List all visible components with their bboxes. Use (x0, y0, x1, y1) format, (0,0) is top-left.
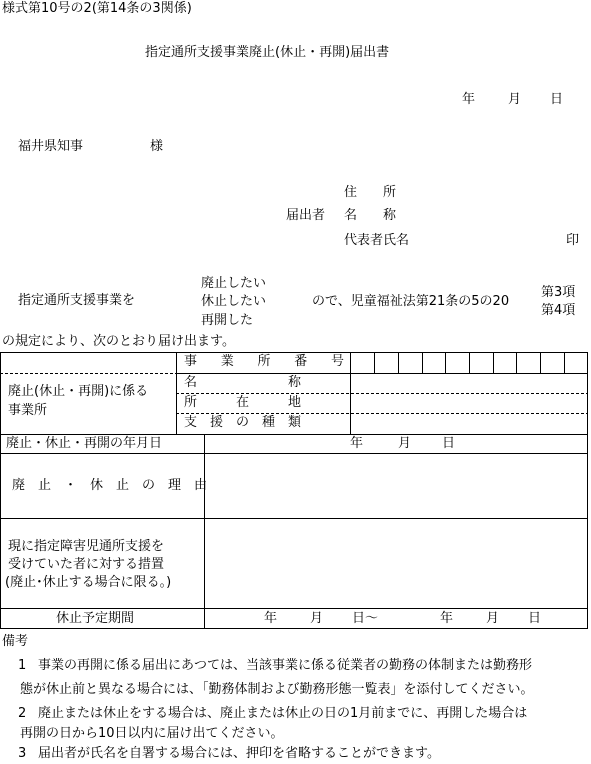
date-value-month: 月 (398, 436, 412, 451)
facility-type-label: 支 援 の 種 類 (184, 415, 302, 430)
note-1-line2: 態が休止前と異なる場合には、「勤務体制および勤務形態一覧表」を添付してください。 (20, 682, 534, 697)
measures-label-line2: 受けていた者に対する措置 (8, 557, 165, 572)
facility-name-label: 名 称 (184, 375, 302, 390)
period-day1: 日～ (352, 611, 379, 626)
seal-mark: 印 (566, 233, 580, 248)
label-char: 番 (294, 354, 308, 369)
date-year-label: 年 (462, 92, 476, 107)
note-2-line1: 廃止または休止をする場合は、廃止または休止の日の1月前までに、再開した場合は (38, 706, 528, 721)
date-month-label: 月 (508, 92, 522, 107)
period-month1: 月 (310, 611, 324, 626)
period-day2: 日 (528, 611, 542, 626)
period-label: 休止予定期間 (56, 611, 135, 626)
period-year2: 年 (440, 611, 454, 626)
facility-label-line2: 事業所 (8, 403, 48, 418)
facility-address-label: 所 在 地 (184, 395, 302, 410)
notes-heading: 備考 (2, 634, 29, 649)
period-year1: 年 (264, 611, 278, 626)
measures-label-line3: (廃止･休止する場合に限る。) (5, 575, 172, 590)
reason-label: 廃 止 ・ 休 止 の 理 由 (12, 478, 208, 493)
label-char: 業 (220, 354, 234, 369)
date-value-year: 年 (350, 436, 364, 451)
note-2-number: 2 (18, 706, 27, 721)
statement-lead: 指定通所支援事業を (18, 293, 136, 308)
office-number-boxes (375, 352, 565, 373)
document-title: 指定通所支援事業廃止(休止・再開)届出書 (145, 45, 390, 60)
notification-table (0, 352, 588, 629)
applicant-label: 届出者 (286, 208, 326, 223)
note-2-line2: 再開の日から10日以内に届け出てください。 (20, 726, 284, 741)
applicant-name-label: 名 称 (344, 208, 397, 223)
form-number: 様式第10号の2(第14条の3関係) (2, 1, 192, 16)
label-char: 号 (330, 354, 344, 369)
note-1-line1: 事業の再開に係る届出にあつては、当該事業に係る従業者の勤務の体制または勤務形 (38, 658, 533, 673)
statement-tail: の規定により、次のとおり届け出ます。 (2, 334, 235, 349)
date-value-day: 日 (442, 436, 456, 451)
facility-label-line1: 廃止(休止・再開)に係る (8, 384, 149, 399)
measures-label-line1: 現に指定障害児通所支援を (8, 539, 165, 554)
clause-3: 第3項 (541, 285, 576, 300)
addressee-name: 福井県知事 (18, 139, 84, 154)
office-number-label (184, 354, 344, 370)
label-char: 所 (257, 354, 271, 369)
period-month2: 月 (486, 611, 500, 626)
option-abolish: 廃止したい (201, 276, 267, 291)
note-1-number: 1 (18, 658, 27, 673)
statement-middle: ので、児童福祉法第21条の5の20 (312, 294, 510, 309)
applicant-address-label: 住 所 (344, 185, 397, 200)
date-label: 廃止・休止・再開の年月日 (6, 436, 163, 451)
addressee-honorific: 様 (150, 139, 164, 154)
date-day-label: 日 (550, 92, 564, 107)
representative-label: 代表者氏名 (344, 233, 410, 248)
note-3-line1: 届出者が氏名を自署する場合には、押印を省略することができます。 (38, 746, 440, 761)
clause-4: 第4項 (541, 303, 576, 318)
label-char: 事 (184, 354, 198, 369)
note-3-number: 3 (18, 746, 27, 761)
option-resume: 再開した (201, 313, 254, 328)
option-suspend: 休止したい (201, 294, 267, 309)
